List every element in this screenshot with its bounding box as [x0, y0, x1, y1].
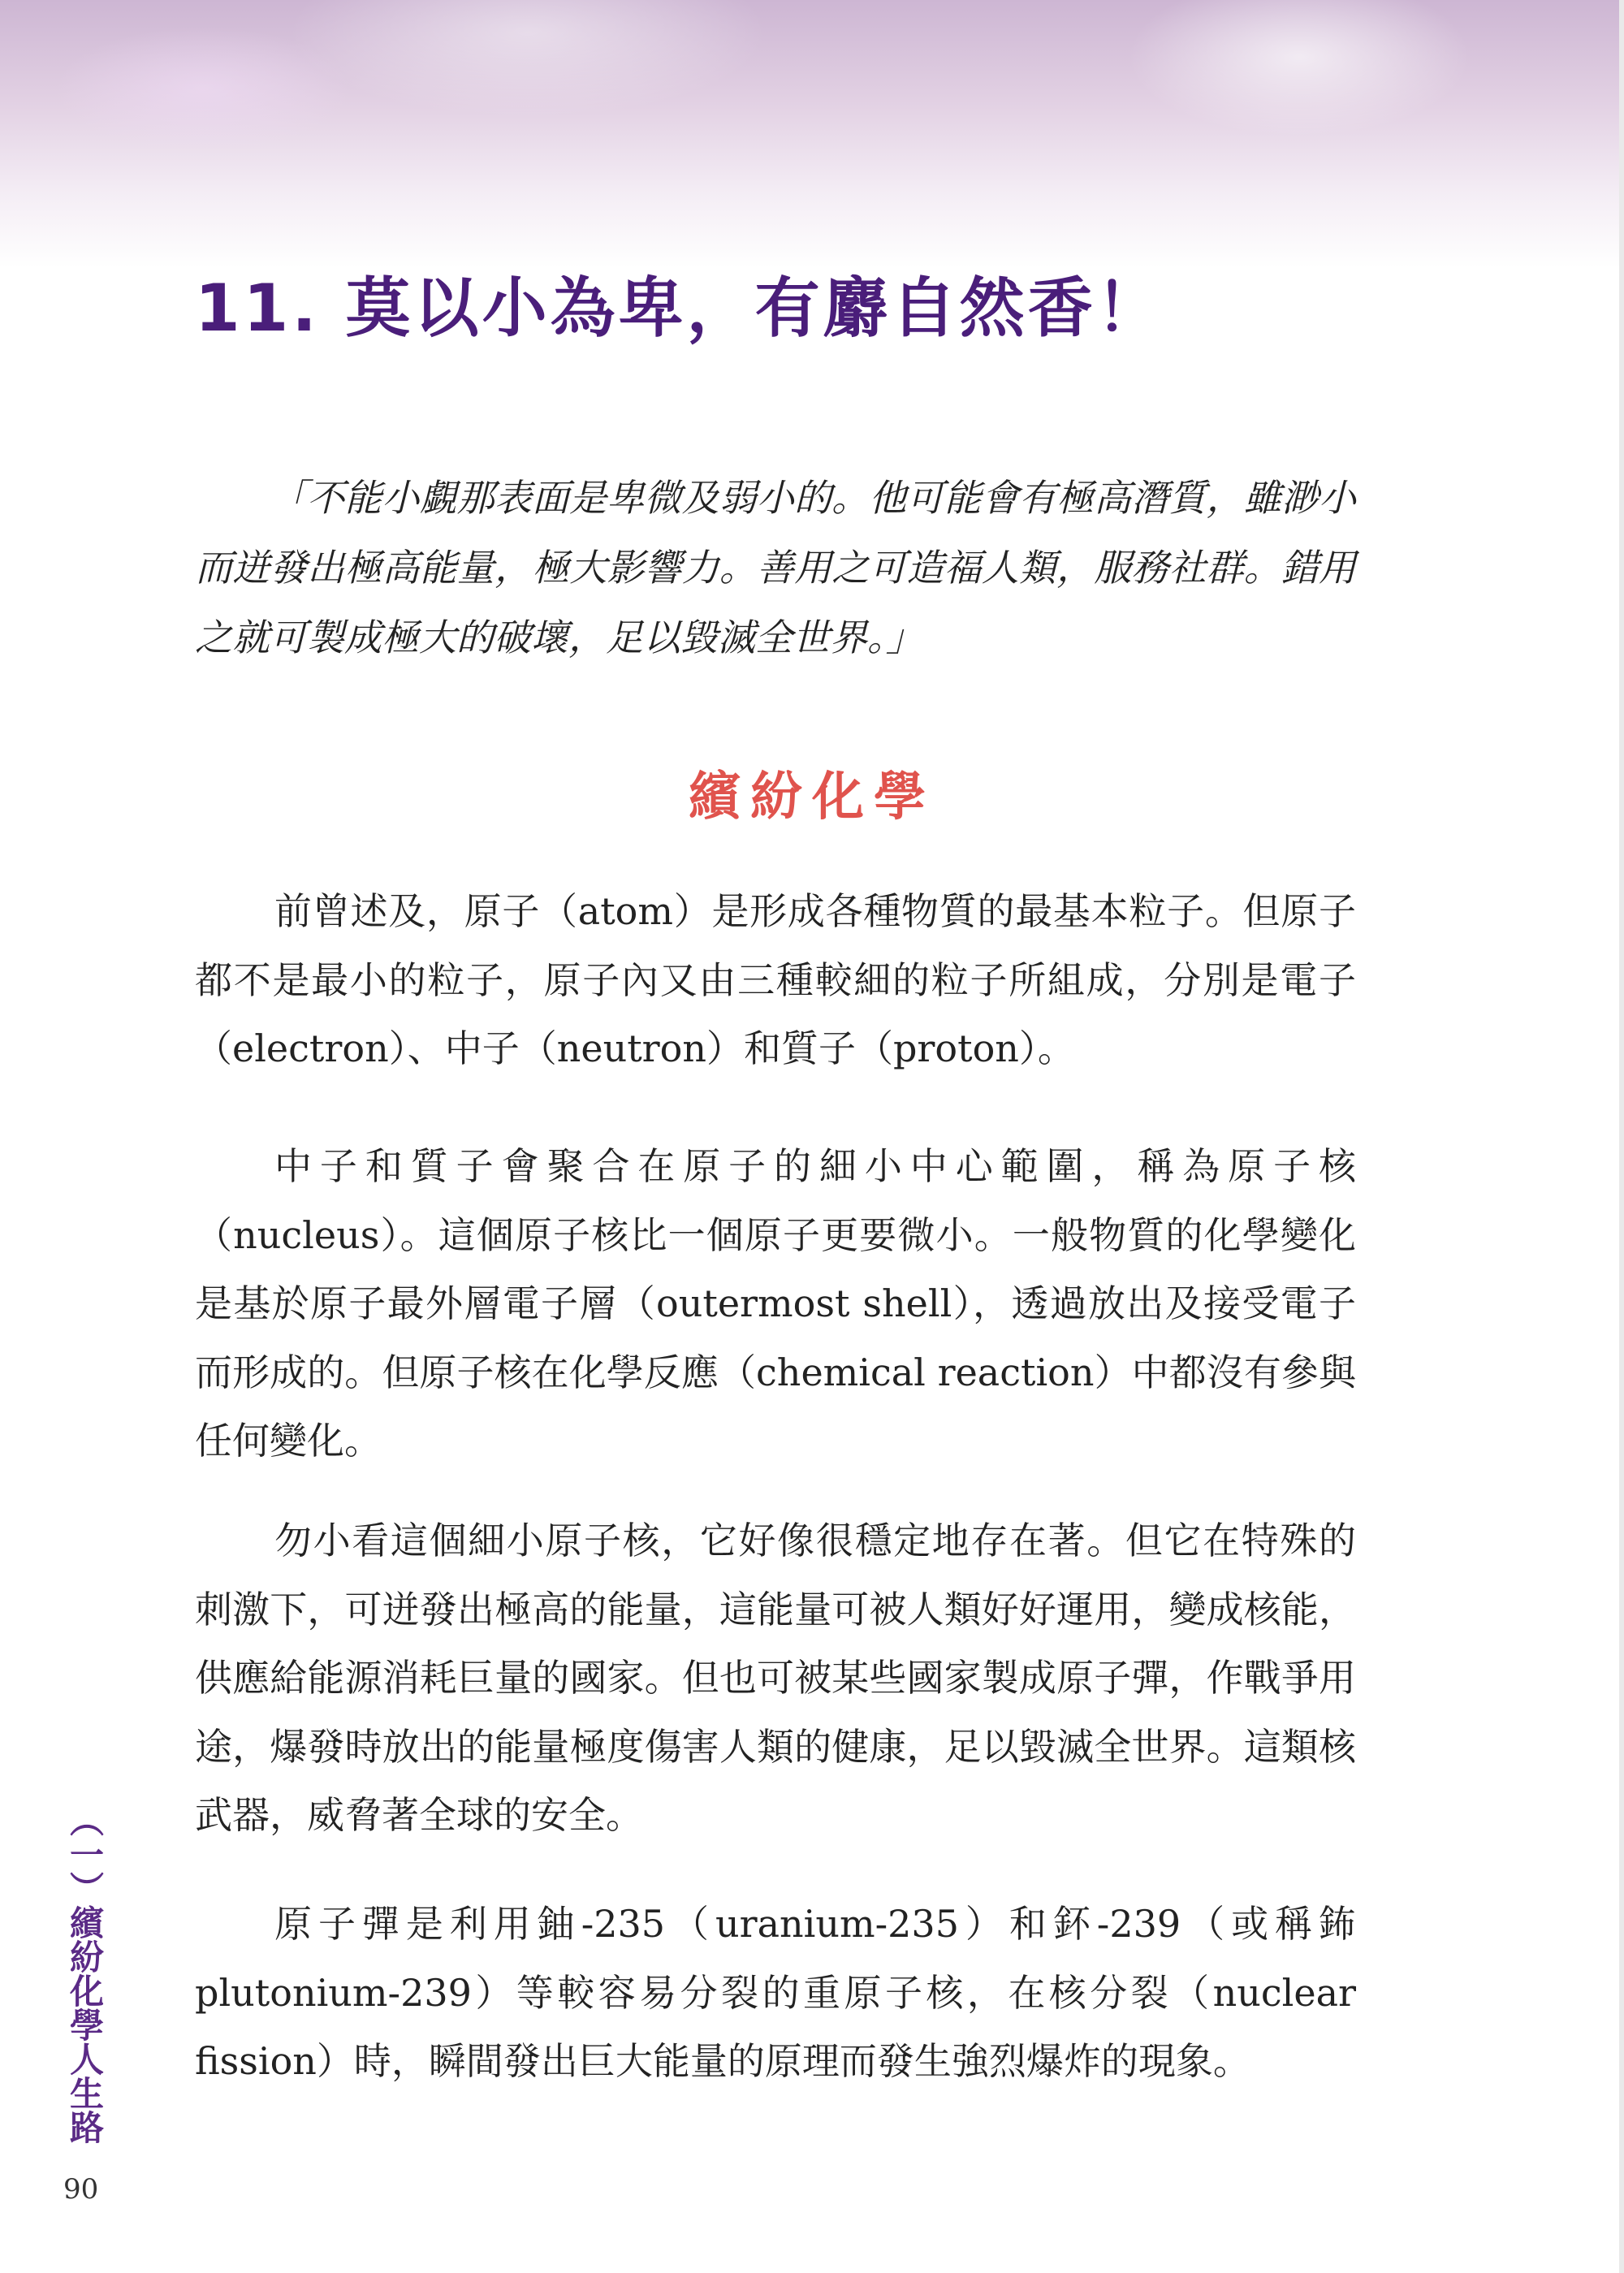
- paragraph-2: 中子和質子會聚合在原子的細小中心範圍，稱為原子核（nucleus）。這個原子核比一個原子更要微小。一般物質的化學變化是基於原子最外層電子層（outermost shell），透過放出及接受電子而形成的。但原子核在化學反應（chemical reaction）中都沒有參與任何變化。: [195, 1144, 1356, 1463]
- chapter-title: 11. 莫以小為卑，有麝自然香！: [195, 270, 1164, 346]
- paragraph-3: 勿小看這個細小原子核，它好像很穩定地存在著。但它在特殊的刺激下，可迸發出極高的能量，這能量可被人類好好運用，變成核能，供應給能源消耗巨量的國家。但也可被某些國家製成原子彈，作戰爭用途，爆發時放出的能量極度傷害人類的健康，足以毀滅全世界。這類核武器，威脅著全球的安全。: [195, 1519, 1356, 1837]
- section-heading: 繽紛化學: [689, 767, 935, 828]
- page-edge: [1619, 0, 1624, 2273]
- paragraph-4: 原子彈是利用鈾-235（uranium-235）和鈈-239（或稱鈽 plutonium-239）等較容易分裂的重原子核，在核分裂（nuclear fission）時，瞬間發出巨大能量的原理而發生強烈爆炸的現象。: [195, 1902, 1356, 2083]
- header-background: [0, 0, 1624, 268]
- chapter-side-label: （一）繽紛化學人生路: [65, 1803, 105, 2144]
- paragraph-1: 前曾述及，原子（atom）是形成各種物質的最基本粒子。但原子都不是最小的粒子，原子內又由三種較細的粒子所組成，分別是電子（electron）、中子（neutron）和質子（proton）。: [195, 889, 1356, 1070]
- epigraph-quote: 「不能小覷那表面是卑微及弱小的。他可能會有極高潛質，雖渺小而迸發出極高能量，極大影響力。善用之可造福人類，服務社群。錯用之就可製成極大的破壞，足以毀滅全世界。」: [195, 476, 1356, 659]
- page-number: 90: [63, 2173, 99, 2206]
